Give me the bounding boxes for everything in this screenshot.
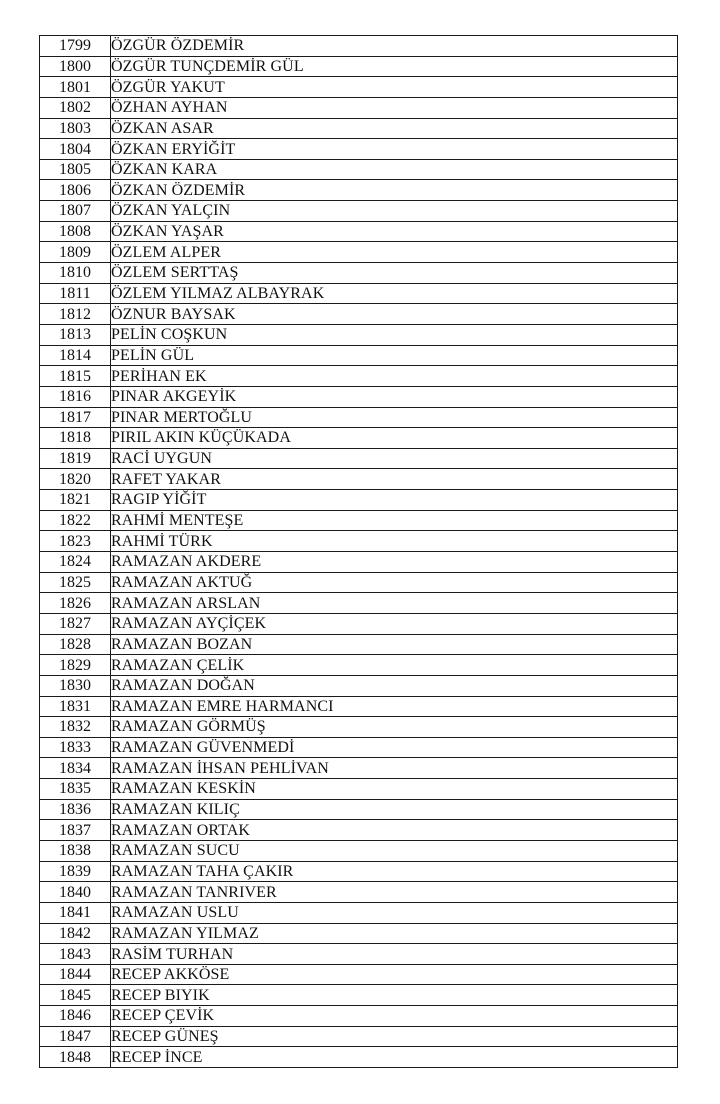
row-number-cell: 1825 (40, 572, 111, 593)
person-name-cell: RECEP GÜNEŞ (111, 1026, 678, 1047)
table-row (40, 366, 678, 387)
table-row (40, 159, 678, 180)
table-row (40, 448, 678, 469)
row-number-cell: 1816 (40, 386, 111, 407)
row-number-cell: 1800 (40, 56, 111, 77)
row-number-cell: 1814 (40, 345, 111, 366)
person-name-cell: RECEP ÇEVİK (111, 1006, 678, 1027)
person-name-cell: RAMAZAN AKTUĞ (111, 572, 678, 593)
row-number-cell: 1840 (40, 882, 111, 903)
row-number-cell: 1845 (40, 985, 111, 1006)
person-name-cell: RAMAZAN KESKİN (111, 779, 678, 800)
row-number-cell: 1846 (40, 1006, 111, 1027)
table-row (40, 675, 678, 696)
person-name-cell: ÖZGÜR TUNÇDEMİR GÜL (111, 56, 678, 77)
name-list-table (39, 35, 678, 1068)
person-name-cell: RAHMİ MENTEŞE (111, 510, 678, 531)
table-row (40, 985, 678, 1006)
table-row (40, 180, 678, 201)
table-row (40, 882, 678, 903)
table-row (40, 428, 678, 449)
person-name-cell: ÖZGÜR ÖZDEMİR (111, 36, 678, 57)
row-number-cell: 1813 (40, 324, 111, 345)
table-row (40, 490, 678, 511)
row-number-cell: 1841 (40, 902, 111, 923)
row-number-cell: 1799 (40, 36, 111, 57)
table-row (40, 779, 678, 800)
person-name-cell: RASİM TURHAN (111, 944, 678, 965)
row-number-cell: 1820 (40, 469, 111, 490)
table-row (40, 572, 678, 593)
row-number-cell: 1804 (40, 139, 111, 160)
person-name-cell: RECEP BIYIK (111, 985, 678, 1006)
row-number-cell: 1817 (40, 407, 111, 428)
row-number-cell: 1839 (40, 861, 111, 882)
name-list-body (40, 36, 678, 1068)
person-name-cell: PIRIL AKIN KÜÇÜKADA (111, 428, 678, 449)
row-number-cell: 1831 (40, 696, 111, 717)
table-row (40, 283, 678, 304)
person-name-cell: RAMAZAN KILIÇ (111, 799, 678, 820)
table-row (40, 613, 678, 634)
row-number-cell: 1842 (40, 923, 111, 944)
person-name-cell: ÖZLEM SERTTAŞ (111, 263, 678, 284)
table-row (40, 964, 678, 985)
person-name-cell: RAFET YAKAR (111, 469, 678, 490)
table-row (40, 242, 678, 263)
table-row (40, 221, 678, 242)
row-number-cell: 1805 (40, 159, 111, 180)
person-name-cell: PELİN COŞKUN (111, 324, 678, 345)
table-row (40, 758, 678, 779)
table-row (40, 97, 678, 118)
table-row (40, 263, 678, 284)
row-number-cell: 1812 (40, 304, 111, 325)
table-row (40, 696, 678, 717)
row-number-cell: 1828 (40, 634, 111, 655)
table-row (40, 345, 678, 366)
table-row (40, 1047, 678, 1068)
table-row (40, 655, 678, 676)
row-number-cell: 1830 (40, 675, 111, 696)
person-name-cell: RAMAZAN TAHA ÇAKIR (111, 861, 678, 882)
person-name-cell: PERİHAN EK (111, 366, 678, 387)
row-number-cell: 1818 (40, 428, 111, 449)
person-name-cell: RECEP İNCE (111, 1047, 678, 1068)
person-name-cell: RAMAZAN ORTAK (111, 820, 678, 841)
table-row (40, 118, 678, 139)
table-row (40, 386, 678, 407)
table-row (40, 799, 678, 820)
person-name-cell: RAMAZAN YILMAZ (111, 923, 678, 944)
row-number-cell: 1833 (40, 737, 111, 758)
table-row (40, 304, 678, 325)
person-name-cell: RACİ UYGUN (111, 448, 678, 469)
table-row (40, 902, 678, 923)
person-name-cell: PINAR MERTOĞLU (111, 407, 678, 428)
table-row (40, 324, 678, 345)
row-number-cell: 1848 (40, 1047, 111, 1068)
person-name-cell: RAMAZAN GÖRMÜŞ (111, 717, 678, 738)
row-number-cell: 1837 (40, 820, 111, 841)
row-number-cell: 1824 (40, 552, 111, 573)
person-name-cell: ÖZKAN YALÇIN (111, 201, 678, 222)
row-number-cell: 1819 (40, 448, 111, 469)
row-number-cell: 1835 (40, 779, 111, 800)
row-number-cell: 1806 (40, 180, 111, 201)
table-row (40, 1026, 678, 1047)
person-name-cell: RAMAZAN AYÇİÇEK (111, 613, 678, 634)
person-name-cell: RAMAZAN ARSLAN (111, 593, 678, 614)
table-row (40, 77, 678, 98)
person-name-cell: RECEP AKKÖSE (111, 964, 678, 985)
person-name-cell: RAMAZAN TANRIVER (111, 882, 678, 903)
row-number-cell: 1809 (40, 242, 111, 263)
table-row (40, 531, 678, 552)
person-name-cell: RAMAZAN BOZAN (111, 634, 678, 655)
person-name-cell: ÖZHAN AYHAN (111, 97, 678, 118)
row-number-cell: 1844 (40, 964, 111, 985)
row-number-cell: 1815 (40, 366, 111, 387)
table-row (40, 36, 678, 57)
row-number-cell: 1827 (40, 613, 111, 634)
row-number-cell: 1838 (40, 840, 111, 861)
table-row (40, 944, 678, 965)
table-row (40, 840, 678, 861)
person-name-cell: ÖZGÜR YAKUT (111, 77, 678, 98)
row-number-cell: 1803 (40, 118, 111, 139)
table-row (40, 861, 678, 882)
table-row (40, 1006, 678, 1027)
row-number-cell: 1822 (40, 510, 111, 531)
table-row (40, 923, 678, 944)
person-name-cell: PELİN GÜL (111, 345, 678, 366)
person-name-cell: RAMAZAN DOĞAN (111, 675, 678, 696)
person-name-cell: RAMAZAN İHSAN PEHLİVAN (111, 758, 678, 779)
table-row (40, 56, 678, 77)
table-row (40, 634, 678, 655)
row-number-cell: 1823 (40, 531, 111, 552)
table-row (40, 820, 678, 841)
table-row (40, 737, 678, 758)
table-row (40, 593, 678, 614)
person-name-cell: ÖZLEM ALPER (111, 242, 678, 263)
table-row (40, 469, 678, 490)
person-name-cell: RAMAZAN SUCU (111, 840, 678, 861)
person-name-cell: ÖZKAN ÖZDEMİR (111, 180, 678, 201)
row-number-cell: 1801 (40, 77, 111, 98)
row-number-cell: 1811 (40, 283, 111, 304)
person-name-cell: RAMAZAN GÜVENMEDİ (111, 737, 678, 758)
person-name-cell: RAMAZAN AKDERE (111, 552, 678, 573)
person-name-cell: ÖZNUR BAYSAK (111, 304, 678, 325)
person-name-cell: PINAR AKGEYİK (111, 386, 678, 407)
person-name-cell: RAGIP YİĞİT (111, 490, 678, 511)
row-number-cell: 1847 (40, 1026, 111, 1047)
row-number-cell: 1826 (40, 593, 111, 614)
row-number-cell: 1807 (40, 201, 111, 222)
person-name-cell: ÖZKAN ASAR (111, 118, 678, 139)
table-row (40, 552, 678, 573)
row-number-cell: 1836 (40, 799, 111, 820)
table-row (40, 717, 678, 738)
person-name-cell: ÖZKAN YAŞAR (111, 221, 678, 242)
table-row (40, 201, 678, 222)
row-number-cell: 1843 (40, 944, 111, 965)
person-name-cell: RAMAZAN EMRE HARMANCI (111, 696, 678, 717)
person-name-cell: RAHMİ TÜRK (111, 531, 678, 552)
person-name-cell: RAMAZAN USLU (111, 902, 678, 923)
person-name-cell: ÖZKAN ERYİĞİT (111, 139, 678, 160)
row-number-cell: 1829 (40, 655, 111, 676)
row-number-cell: 1810 (40, 263, 111, 284)
table-row (40, 407, 678, 428)
row-number-cell: 1802 (40, 97, 111, 118)
row-number-cell: 1821 (40, 490, 111, 511)
table-row (40, 139, 678, 160)
person-name-cell: ÖZKAN KARA (111, 159, 678, 180)
person-name-cell: RAMAZAN ÇELİK (111, 655, 678, 676)
table-row (40, 510, 678, 531)
row-number-cell: 1808 (40, 221, 111, 242)
person-name-cell: ÖZLEM YILMAZ ALBAYRAK (111, 283, 678, 304)
row-number-cell: 1832 (40, 717, 111, 738)
row-number-cell: 1834 (40, 758, 111, 779)
